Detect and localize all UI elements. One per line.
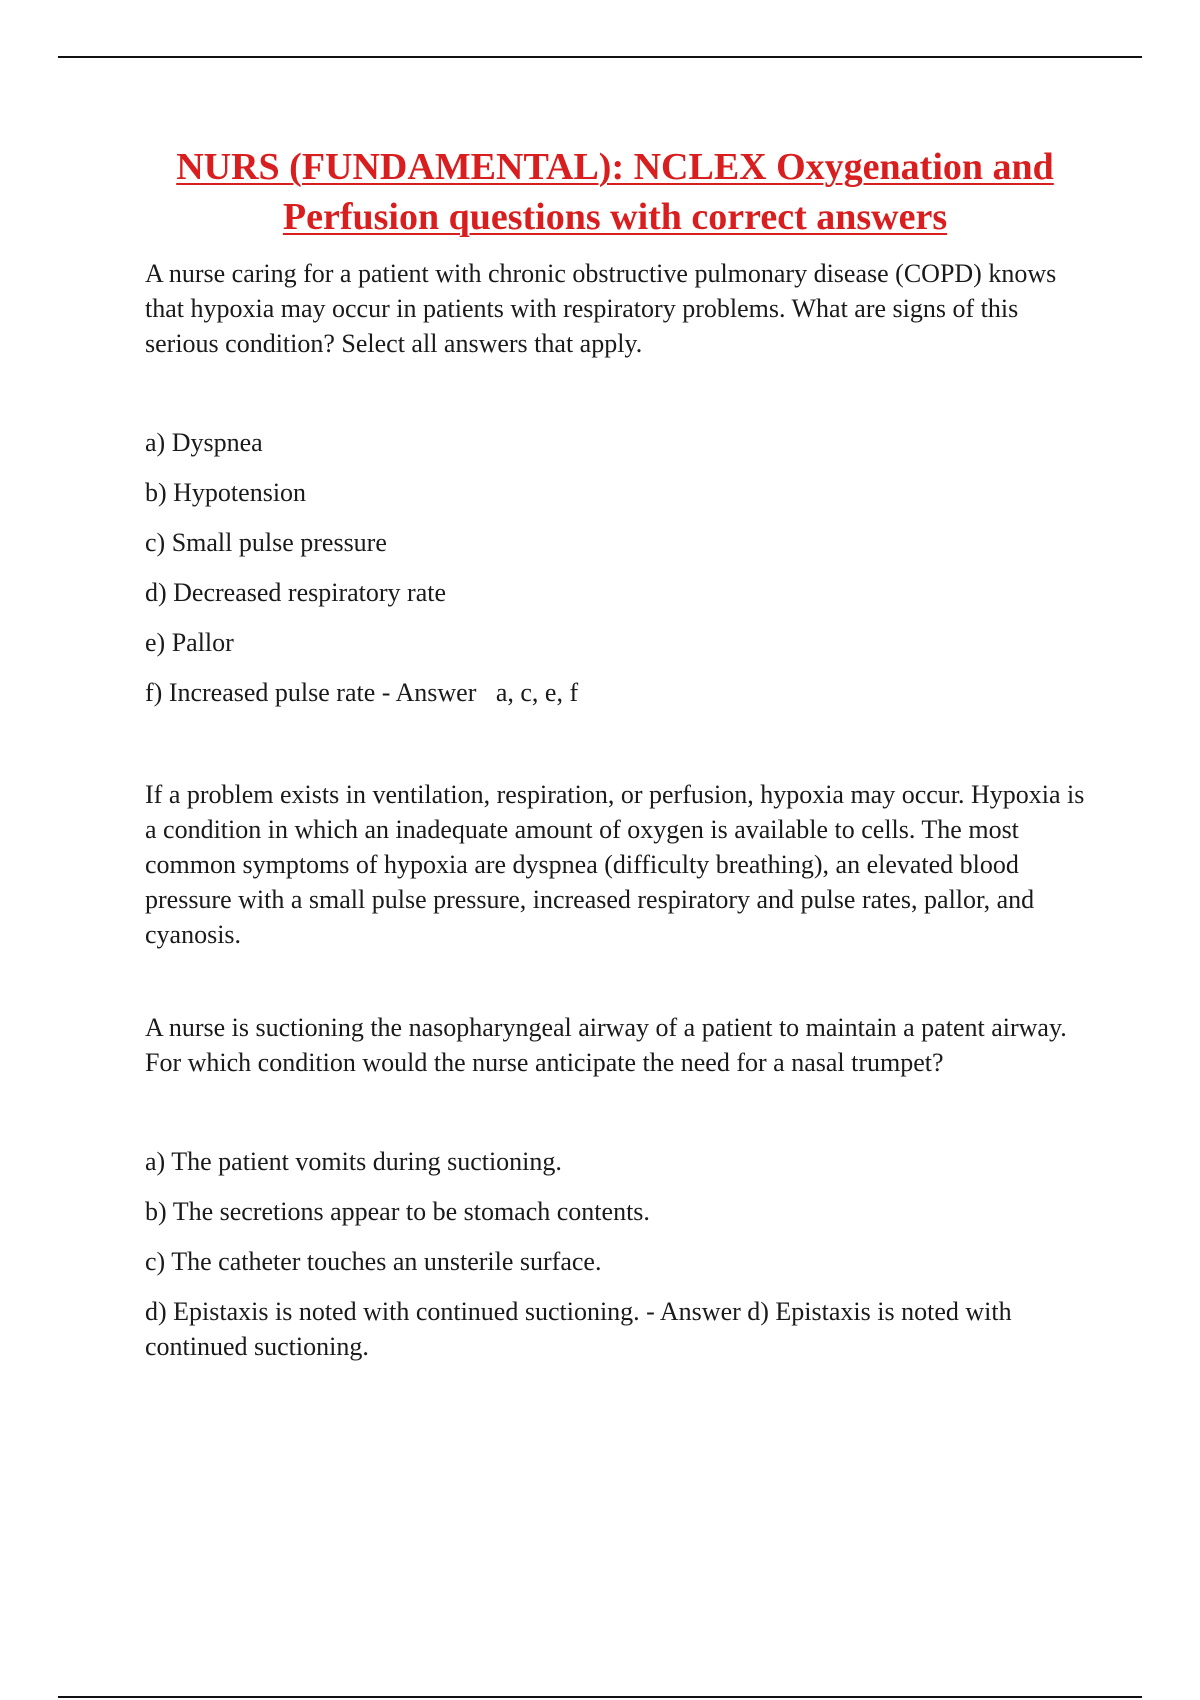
question-2-option: c) The catheter touches an unsterile surface. [145,1247,602,1276]
question-2-option-with-answer: d) Epistaxis is noted with continued suctioning. - Answer d) Epistaxis is noted with continued suctioning. [145,1297,1012,1361]
question-1-option: d) Decreased respiratory rate [145,578,446,607]
question-1-prompt: A nurse caring for a patient with chronic obstructive pulmonary disease (COPD) knows that hypoxia may occur in patients with respiratory problems. What are signs of this serious condition? Select all answers that apply. [145,259,1057,358]
question-2-prompt: A nurse is suctioning the nasopharyngeal airway of a patient to maintain a patent airway. For which condition would the nurse anticipate the need for a nasal trumpet? [145,1013,1067,1077]
spacer [145,725,1085,777]
document-title: NURS (FUNDAMENTAL): NCLEX Oxygenation and Perfusion questions with correct answers [176,146,1054,238]
bottom-rule [58,1696,1142,1698]
question-1-options [145,425,1085,710]
question-1-option: c) Small pulse pressure [145,528,387,557]
question-1-option: b) Hypotension [145,478,307,507]
question-1-option-with-answer: f) Increased pulse rate - Answer a, c, e, f [145,678,579,707]
document-page [145,142,1085,1379]
question-1-rationale: If a problem exists in ventilation, respiration, or perfusion, hypoxia may occur. Hypoxia is a condition in which an inadequate amount of oxygen is available to cells. The most common symptoms of hypoxia are dyspnea (difficulty breathing), an elevated blood pressure with a small pulse pressure, increased respiratory and pulse rates, pallor, and cyanosis. [145,780,1085,949]
spacer [145,952,1085,1010]
question-1-option: e) Pallor [145,628,234,657]
spacer [145,361,1085,425]
spacer [145,1080,1085,1144]
question-2-option: b) The secretions appear to be stomach contents. [145,1197,650,1226]
question-1-option: a) Dyspnea [145,428,263,457]
question-2-option: a) The patient vomits during suctioning. [145,1147,562,1176]
top-rule [58,56,1142,58]
question-2-options [145,1144,1085,1364]
